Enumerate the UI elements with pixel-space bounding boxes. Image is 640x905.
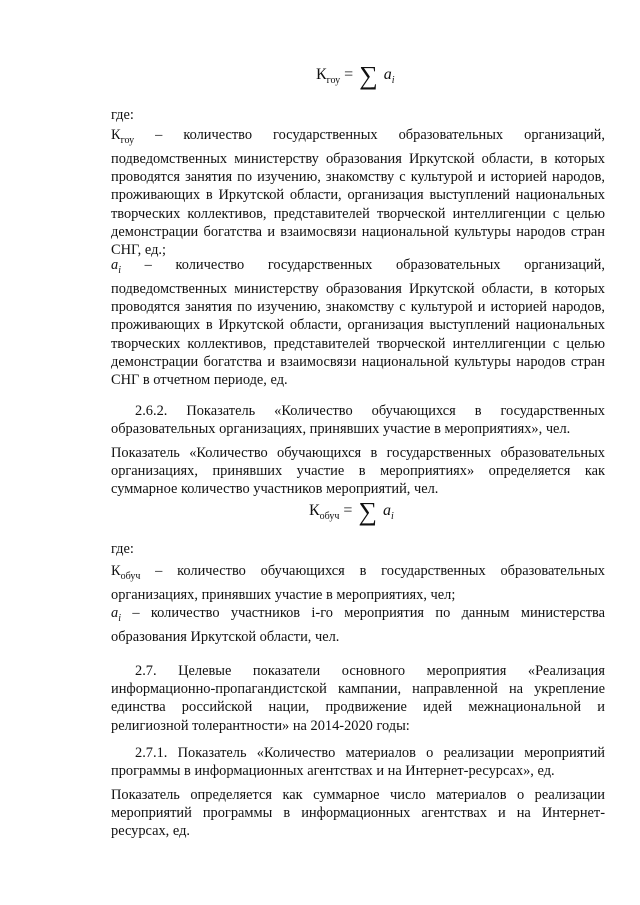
section-2-7-1-description: Показатель определяется как суммарное число материалов о реализации мероприятий программы в информационных агентствах и на Интернет-ресурсах, ед. <box>111 787 605 840</box>
section-2-7-1-heading: 2.7.1. Показатель «Количество материалов о реализации мероприятий программы в информационных агентствах и на Интернет-ресурсах», ед. <box>111 745 605 780</box>
formula-rhs-subscript: i <box>391 511 394 523</box>
formula-rhs-subscript: i <box>391 75 395 87</box>
equals-sign: = <box>344 66 354 83</box>
sum-icon: ∑ <box>358 497 377 526</box>
formula-k-gou <box>316 61 395 90</box>
section-2-6-2-heading: 2.6.2. Показатель «Количество обучающихся в государственных образовательных организациях, принявших участие в мероприятиях», чел. <box>111 403 605 438</box>
definition-term-subscript: гоу <box>120 134 135 146</box>
definition-text: – количество участников i-го мероприятия по данным министерства образования Иркутской области, чел. <box>111 605 605 646</box>
definition-term: a <box>111 605 119 621</box>
definition-term: a <box>111 257 119 273</box>
definition-text: – количество государственных образовательных организаций, подведомственных министерству образования Иркутской области, в которых проводятся занятия по изучению, знакомству с культурой и историей народов, проживающих в Иркутской области, организация выступлений национальных творческих коллективов, представителей творческой интеллигенции с целью демонстрации богатства и взаимосвязи национальной культуры народов стран СНГ, ед.; <box>111 127 605 259</box>
definition-text: – количество обучающихся в государственных образовательных организациях, принявших участие в мероприятиях, чел; <box>111 563 605 604</box>
definition-term-subscript: i <box>118 612 121 624</box>
section-2-7-heading: 2.7. Целевые показатели основного мероприятия «Реализация информационно-пропагандистской кампании, направленной на укрепление единства российской нации, продвижение идей межнациональной и религиозной толерантности» на 2014-2020 годы: <box>111 663 605 734</box>
definition-k-gou <box>111 126 605 259</box>
formula-rhs-var: a <box>383 66 392 83</box>
formula-lhs-subscript: гоу <box>326 75 341 87</box>
definition-k-obuch <box>111 562 605 604</box>
where-label: где: <box>111 541 134 557</box>
formula-rhs-var: a <box>383 502 391 519</box>
definition-term: К <box>111 563 121 579</box>
equals-sign: = <box>343 502 353 519</box>
formula-lhs: К <box>316 66 327 83</box>
definition-a-i <box>111 256 605 389</box>
sum-icon: ∑ <box>359 61 378 90</box>
definition-term: К <box>111 127 121 143</box>
where-label: где: <box>111 107 134 123</box>
section-2-6-2-description: Показатель «Количество обучающихся в государственных образовательных организациях, принявших участие в мероприятиях» определяется как суммарное количество участников мероприятий, чел. <box>111 445 605 498</box>
definition-term-subscript: i <box>118 264 121 276</box>
definition-term-subscript: обуч <box>120 570 141 582</box>
definition-a-i-participants <box>111 604 605 646</box>
formula-k-obuch <box>309 497 394 526</box>
formula-lhs-subscript: обуч <box>319 511 340 523</box>
definition-text: – количество государственных образовательных организаций, подведомственных министерству образования Иркутской области, в которых проводятся занятия по изучению, знакомству с культурой и историей народов, проживающих в Иркутской области, организация выступлений национальных творческих коллективов, представителей творческой интеллигенции с целью демонстрации богатства и взаимосвязи национальной культуры народов стран СНГ в отчетном периоде, ед. <box>111 257 605 389</box>
formula-lhs: К <box>309 502 320 519</box>
